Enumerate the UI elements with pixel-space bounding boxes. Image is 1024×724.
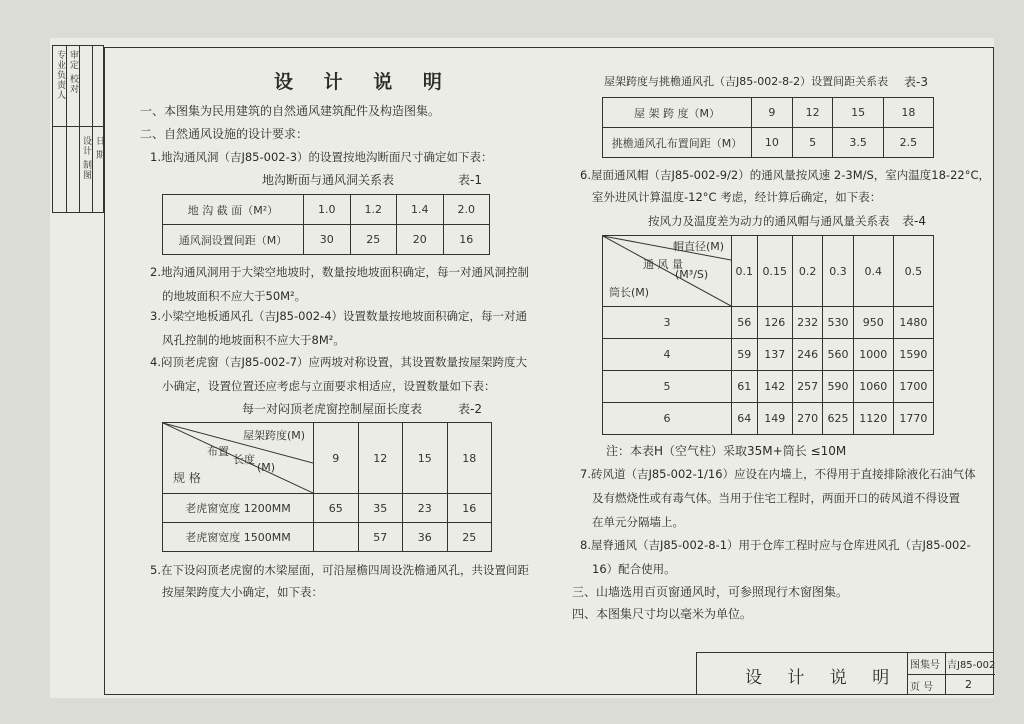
paragraph: 室外进风计算温度-12°C 考虑，经计算后确定，如下表： xyxy=(592,190,882,204)
table-cell xyxy=(314,523,359,552)
table-2 xyxy=(162,422,492,552)
paragraph: 在单元分隔墙上。 xyxy=(592,515,684,529)
table-cell: 20 xyxy=(397,225,444,255)
table-cell: 64 xyxy=(732,403,758,435)
table-cell: 1770 xyxy=(893,403,933,435)
page-number-value: 2 xyxy=(965,678,972,691)
table-header-cell: 0.15 xyxy=(757,236,792,307)
table-row-header: 老虎窗宽度 1500MM xyxy=(163,523,314,552)
page-title: 设 计 说 明 xyxy=(274,71,454,93)
table-cell: 530 xyxy=(823,307,853,339)
paragraph: 三、山墙选用百页窗通风时，可参照现行木窗图集。 xyxy=(572,585,849,599)
table-cell: 3.5 xyxy=(833,128,883,158)
table-row-header: 老虎窗宽度 1200MM xyxy=(163,494,314,523)
table-header-cell: 0.1 xyxy=(732,236,758,307)
table-cell: 1.0 xyxy=(304,195,351,225)
paragraph: 按屋架跨度大小确定，如下表： xyxy=(162,585,323,599)
table-cell: 2.5 xyxy=(883,128,933,158)
paragraph: 的地坡面积不应大于50M²。 xyxy=(162,289,307,303)
header-label: 布置 xyxy=(207,445,229,458)
table-header-cell: 通风洞设置间距（M） xyxy=(163,225,304,255)
table-cell: 1700 xyxy=(893,371,933,403)
table-number: 表-1 xyxy=(458,173,482,187)
table-cell: 56 xyxy=(732,307,758,339)
table-header-cell: 12 xyxy=(358,423,403,494)
paragraph: 及有燃烧性或有毒气体。当用于住宅工程时，两面开口的砖风道不得设置 xyxy=(592,491,960,505)
stamp-text: 审定 校对 xyxy=(68,50,78,94)
table-cell: 1480 xyxy=(893,307,933,339)
table-cell: 126 xyxy=(757,307,792,339)
table-header-cell: 18 xyxy=(447,423,492,494)
approval-stamp-box xyxy=(52,45,104,213)
table-cell: 137 xyxy=(757,339,792,371)
title-block-divider xyxy=(907,674,995,675)
paragraph: 6.屋面通风帽（吉J85-002-9/2）的通风量按风速 2-3M/S，室内温度18-22°C， xyxy=(580,168,990,182)
table-cell: 1590 xyxy=(893,339,933,371)
paragraph: 小确定，设置位置还应考虑与立面要求相适应，设置数量如下表： xyxy=(162,379,496,393)
stamp-text: 专业负责人 xyxy=(55,50,65,100)
table-cell: 65 xyxy=(314,494,359,523)
table-header-cell: 15 xyxy=(403,423,448,494)
paragraph: 8.屋脊通风（吉J85-002-8-1）用于仓库工程时应与仓库进风孔（吉J85-002- xyxy=(580,538,971,552)
table-row-header: 6 xyxy=(603,403,732,435)
table-cell: 18 xyxy=(883,98,933,128)
table-caption: 地沟断面与通风洞关系表 xyxy=(262,173,395,187)
table-cell: 59 xyxy=(732,339,758,371)
table-header-cell: 0.4 xyxy=(853,236,893,307)
header-label: 屋架跨度(M) xyxy=(243,429,306,442)
table-cell: 1000 xyxy=(853,339,893,371)
table-header-cell: 0.3 xyxy=(823,236,853,307)
header-label: 帽直径(M) xyxy=(673,240,725,253)
table-header-cell: 挑檐通风孔布置间距（M） xyxy=(603,128,752,158)
table-cell: 270 xyxy=(792,403,822,435)
table-cell: 232 xyxy=(792,307,822,339)
table-cell: 560 xyxy=(823,339,853,371)
table-cell: 1.4 xyxy=(397,195,444,225)
table-cell: 257 xyxy=(792,371,822,403)
table-header-cell: 9 xyxy=(314,423,359,494)
table-caption: 每一对闷顶老虎窗控制屋面长度表 xyxy=(242,402,423,416)
stamp-divider xyxy=(92,46,93,212)
diagonal-header xyxy=(163,423,313,493)
header-label: 规 格 xyxy=(173,471,201,485)
table-cell: 590 xyxy=(823,371,853,403)
table-cell: 36 xyxy=(403,523,448,552)
header-label: 筒长(M) xyxy=(609,286,650,299)
table-cell: 16 xyxy=(443,225,490,255)
title-block xyxy=(696,652,994,695)
table-cell: 5 xyxy=(792,128,833,158)
table-cell: 1060 xyxy=(853,371,893,403)
table-cell: 1.2 xyxy=(350,195,397,225)
diagonal-header xyxy=(603,236,731,306)
table-cell: 2.0 xyxy=(443,195,490,225)
paragraph: 5.在下设闷顶老虎窗的木梁屋面，可沿屋檐四周设洗檐通风孔，共设置间距 xyxy=(150,563,529,577)
table-cell: 57 xyxy=(358,523,403,552)
table-cell: 30 xyxy=(304,225,351,255)
table-cell: 9 xyxy=(752,98,793,128)
table-cell: 16 xyxy=(447,494,492,523)
table-cell: 12 xyxy=(792,98,833,128)
table-header-cell: 地 沟 截 面（M²） xyxy=(163,195,304,225)
table-note: 注：本表H（空气柱）采取35M+筒长 ≤10M xyxy=(606,444,847,458)
table-cell: 25 xyxy=(447,523,492,552)
table-header-cell: 屋 架 跨 度（M） xyxy=(603,98,752,128)
table-4 xyxy=(602,235,934,435)
header-label: (M³/S) xyxy=(675,268,709,281)
set-number-value: 吉J85-002 xyxy=(947,660,996,671)
paragraph: 二、自然通风设施的设计要求： xyxy=(140,127,309,141)
paragraph: 四、本图集尺寸均以毫米为单位。 xyxy=(572,607,753,621)
table-cell: 10 xyxy=(752,128,793,158)
table-header-cell: 0.2 xyxy=(792,236,822,307)
table-1 xyxy=(162,194,490,255)
set-number-label: 图集号 xyxy=(910,660,940,671)
paragraph: 16）配合使用。 xyxy=(592,562,676,576)
table-cell: 35 xyxy=(358,494,403,523)
table-cell: 61 xyxy=(732,371,758,403)
table-cell: 625 xyxy=(823,403,853,435)
table-3 xyxy=(602,97,934,158)
table-caption: 屋架跨度与挑檐通风孔（吉J85-002-8-2）设置间距关系表 xyxy=(604,75,889,88)
table-row-header: 4 xyxy=(603,339,732,371)
paragraph: 2.地沟通风洞用于大梁空地坡时，数量按地坡面积确定，每一对通风洞控制 xyxy=(150,265,529,279)
table-number: 表-3 xyxy=(904,75,928,89)
page-number-label: 页 号 xyxy=(910,682,934,693)
table-cell: 23 xyxy=(403,494,448,523)
paragraph: 3.小梁空地板通风孔（吉J85-002-4）设置数量按地坡面积确定，每一对通 xyxy=(150,309,528,323)
diagonal-header-cell xyxy=(603,236,732,307)
stamp-text: 日 期 xyxy=(94,136,104,160)
table-cell: 142 xyxy=(757,371,792,403)
diagonal-header-cell xyxy=(163,423,314,494)
table-header-cell: 0.5 xyxy=(893,236,933,307)
table-cell: 149 xyxy=(757,403,792,435)
table-cell: 246 xyxy=(792,339,822,371)
header-label: 通 风 量 xyxy=(643,258,683,271)
stamp-divider xyxy=(53,126,103,127)
header-label: 长度 xyxy=(233,453,255,466)
header-label: (M) xyxy=(257,461,276,474)
stamp-text: 设计 制图 xyxy=(81,136,91,180)
table-number: 表-4 xyxy=(902,214,926,228)
table-cell: 25 xyxy=(350,225,397,255)
table-cell: 15 xyxy=(833,98,883,128)
paragraph: 一、本图集为民用建筑的自然通风建筑配件及构造图集。 xyxy=(140,104,441,118)
table-caption: 按风力及温度差为动力的通风帽与通风量关系表 xyxy=(648,214,890,228)
table-cell: 1120 xyxy=(853,403,893,435)
drawing-name: 设 计 说 明 xyxy=(745,668,900,688)
table-number: 表-2 xyxy=(458,402,482,416)
paragraph: 7.砖风道（吉J85-002-1/16）应设在内墙上，不得用于直接排除液化石油气体 xyxy=(580,467,976,481)
paragraph: 1.地沟通风洞（吉J85-002-3）的设置按地沟断面尺寸确定如下表： xyxy=(150,150,493,164)
table-row-header: 3 xyxy=(603,307,732,339)
paragraph: 风孔控制的地坡面积不应大于8M²。 xyxy=(162,333,345,347)
table-cell: 950 xyxy=(853,307,893,339)
table-row-header: 5 xyxy=(603,371,732,403)
paragraph: 4.闷顶老虎窗（吉J85-002-7）应两坡对称设置，其设置数量按屋架跨度大 xyxy=(150,355,528,369)
